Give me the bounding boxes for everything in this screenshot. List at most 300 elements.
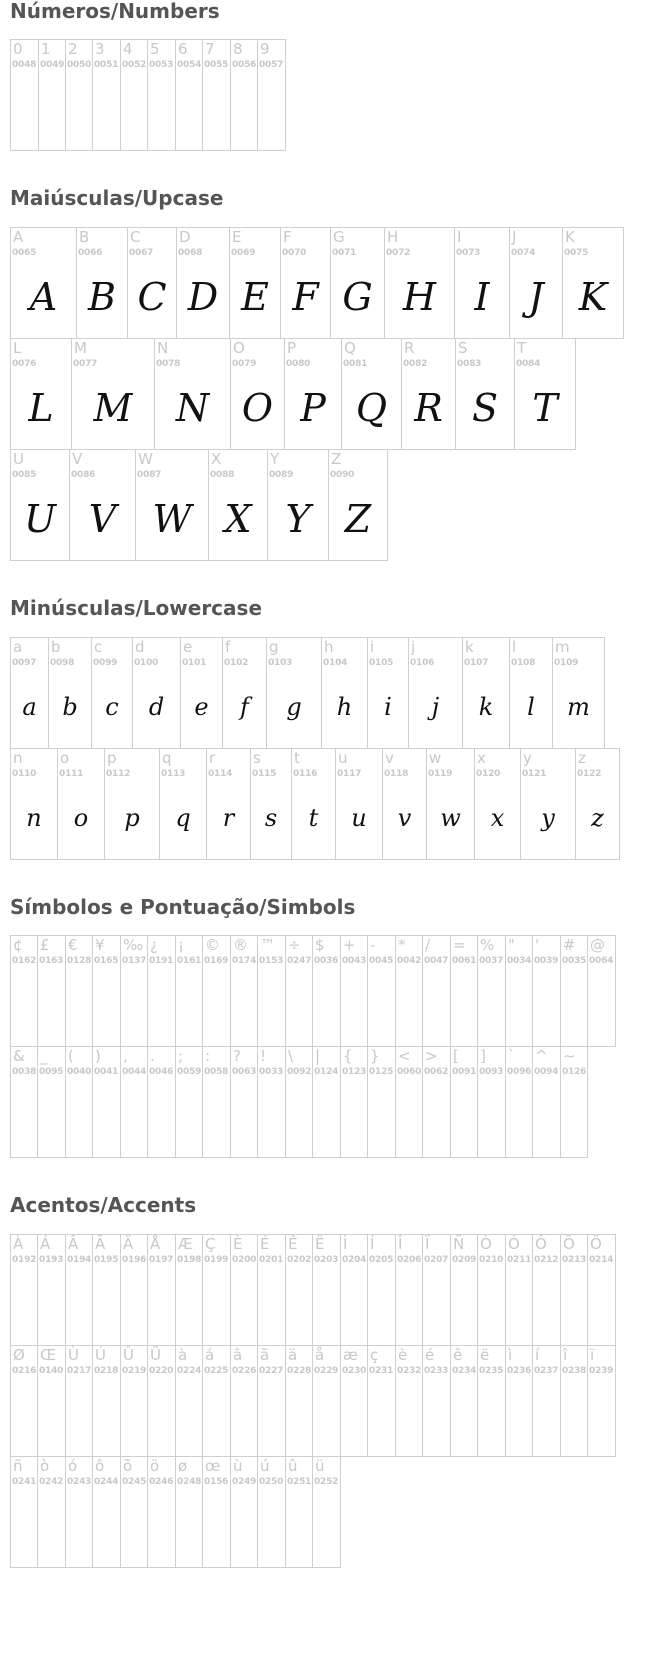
character-code: 0243 [67, 1477, 92, 1487]
glyph-cell [11, 1456, 38, 1568]
character-code: 0123 [342, 1067, 367, 1077]
glyph-cell [258, 935, 286, 1047]
character-code: 0161 [177, 956, 202, 966]
character-label: } [370, 1047, 380, 1065]
character-code: 0045 [369, 956, 394, 966]
character-code: 0247 [287, 956, 312, 966]
character-code: 0091 [452, 1067, 477, 1077]
character-label: C [130, 228, 141, 246]
character-label: ù [233, 1457, 243, 1475]
upcase-row [10, 449, 388, 561]
character-label: y [523, 749, 532, 767]
glyph-cell [396, 1046, 423, 1158]
character-label: 4 [123, 40, 133, 58]
character-label: * [398, 936, 406, 954]
glyph-cell [368, 1046, 396, 1158]
glyph-preview: K [578, 275, 608, 319]
character-code: 0153 [259, 956, 284, 966]
glyph-cell [478, 1234, 506, 1346]
glyph-cell [128, 227, 177, 339]
numbers-section-title: Números/Numbers [10, 0, 220, 23]
lowercase-row [10, 748, 620, 860]
glyph-cell [341, 1234, 368, 1346]
character-label: £ [40, 936, 50, 954]
glyph-cell [203, 1345, 231, 1457]
character-code: 0212 [534, 1255, 559, 1265]
glyph-cell [11, 1345, 38, 1457]
glyph-preview: w [440, 804, 461, 832]
character-label: M [74, 339, 87, 357]
character-code: 0053 [149, 60, 174, 70]
glyph-preview: y [541, 804, 555, 832]
character-label: â [233, 1346, 243, 1364]
glyph-cell [231, 1046, 258, 1158]
character-label: { [343, 1047, 353, 1065]
character-label: ÷ [288, 936, 301, 954]
character-code: 0196 [122, 1255, 147, 1265]
glyph-cell [563, 227, 624, 339]
character-code: 0248 [177, 1477, 202, 1487]
glyph-cell [231, 1456, 258, 1568]
character-label: I [457, 228, 462, 246]
character-label: õ [123, 1457, 133, 1475]
character-label: ^ [535, 1047, 548, 1065]
character-code: 0107 [464, 658, 489, 668]
character-label: ¥ [95, 936, 105, 954]
character-code: 0117 [337, 769, 362, 779]
character-code: 0084 [516, 359, 541, 369]
glyph-cell [231, 338, 285, 450]
character-code: 0035 [562, 956, 587, 966]
character-code: 0199 [204, 1255, 229, 1265]
character-label: 6 [178, 40, 188, 58]
glyph-cell [11, 748, 58, 860]
character-code: 0096 [507, 1067, 532, 1077]
character-label: Œ [40, 1346, 57, 1364]
character-code: 0124 [314, 1067, 339, 1077]
character-label: a [13, 638, 23, 656]
character-label: = [453, 936, 466, 954]
glyph-cell [133, 637, 181, 749]
character-label: Î [398, 1235, 403, 1253]
character-label: & [13, 1047, 25, 1065]
glyph-preview: m [567, 693, 590, 721]
character-code: 0060 [397, 1067, 422, 1077]
character-label: p [107, 749, 117, 767]
glyph-cell [396, 1345, 423, 1457]
character-label: O [233, 339, 245, 357]
glyph-cell [427, 748, 475, 860]
character-code: 0237 [534, 1366, 559, 1376]
character-code: 0111 [59, 769, 84, 779]
character-code: 0062 [424, 1067, 449, 1077]
character-code: 0239 [589, 1366, 614, 1376]
glyph-cell [38, 1345, 66, 1457]
upcase-row [10, 338, 576, 450]
character-code: 0234 [452, 1366, 477, 1376]
character-label: € [68, 936, 78, 954]
character-label: ü [315, 1457, 325, 1475]
upcase-row [10, 227, 624, 339]
character-label: ä [288, 1346, 298, 1364]
glyph-cell [342, 338, 402, 450]
glyph-cell [313, 1456, 341, 1568]
character-code: 0070 [282, 248, 307, 258]
glyph-cell [93, 1345, 121, 1457]
glyph-cell [231, 1345, 258, 1457]
character-code: 0037 [479, 956, 504, 966]
character-code: 0088 [210, 470, 235, 480]
character-label: Ü [150, 1346, 161, 1364]
character-code: 0106 [410, 658, 435, 668]
character-label: å [315, 1346, 325, 1364]
character-label: Ê [288, 1235, 298, 1253]
glyph-cell [368, 1345, 396, 1457]
character-code: 0061 [452, 956, 477, 966]
glyph-cell [456, 338, 515, 450]
symbols-section [10, 896, 355, 918]
glyph-preview: u [351, 804, 367, 832]
character-code: 0233 [424, 1366, 449, 1376]
glyph-cell [561, 935, 588, 1047]
glyph-cell [510, 637, 553, 749]
glyph-cell [336, 748, 383, 860]
character-code: 0050 [67, 60, 92, 70]
character-code: 0113 [161, 769, 186, 779]
character-label: $ [315, 936, 325, 954]
character-code: 0103 [268, 658, 293, 668]
glyph-preview: U [23, 497, 57, 541]
character-code: 0218 [94, 1366, 119, 1376]
character-label: W [138, 450, 153, 468]
character-label: Ï [425, 1235, 430, 1253]
glyph-cell [258, 1456, 286, 1568]
glyph-preview: s [264, 804, 278, 832]
character-label: 9 [260, 40, 270, 58]
character-label: " [508, 936, 515, 954]
character-code: 0174 [232, 956, 257, 966]
character-label: H [387, 228, 399, 246]
glyph-cell [49, 637, 92, 749]
character-label: X [211, 450, 222, 468]
character-code: 0044 [122, 1067, 147, 1077]
character-label: ! [260, 1047, 267, 1065]
character-label: o [60, 749, 70, 767]
character-code: 0063 [232, 1067, 257, 1077]
character-label: # [563, 936, 576, 954]
character-code: 0210 [479, 1255, 504, 1265]
character-code: 0232 [397, 1366, 422, 1376]
character-label: 2 [68, 40, 78, 58]
glyph-cell [230, 227, 281, 339]
character-code: 0118 [384, 769, 409, 779]
character-label: 0 [13, 40, 23, 58]
character-label: Ó [508, 1235, 520, 1253]
character-label: - [370, 936, 376, 954]
character-code: 0052 [122, 60, 147, 70]
character-label: ™ [260, 936, 275, 954]
character-label: É [260, 1235, 270, 1253]
character-code: 0229 [314, 1366, 339, 1376]
character-label: ó [68, 1457, 78, 1475]
lowercase-row [10, 637, 605, 749]
character-label: Q [344, 339, 356, 357]
character-label: k [465, 638, 474, 656]
character-label: G [333, 228, 345, 246]
character-label: , [123, 1047, 128, 1065]
glyph-cell [66, 935, 93, 1047]
character-label: u [338, 749, 348, 767]
glyph-cell [588, 1234, 616, 1346]
character-code: 0201 [259, 1255, 284, 1265]
glyph-cell [588, 1345, 616, 1457]
glyph-cell [576, 748, 620, 860]
character-code: 0048 [12, 60, 37, 70]
glyph-preview: v [397, 804, 412, 832]
numbers-row [10, 39, 286, 151]
glyph-preview: b [62, 693, 78, 721]
character-label: [ [453, 1047, 459, 1065]
glyph-cell [268, 449, 329, 561]
character-label: | [315, 1047, 321, 1065]
character-code: 0216 [12, 1366, 37, 1376]
character-label: K [565, 228, 575, 246]
character-code: 0085 [12, 470, 37, 480]
glyph-cell [521, 748, 576, 860]
glyph-cell [313, 1345, 341, 1457]
character-code: 0069 [231, 248, 256, 258]
glyph-cell [329, 449, 388, 561]
glyph-preview: e [194, 693, 209, 721]
upcase-section [10, 187, 223, 209]
character-code: 0204 [342, 1255, 367, 1265]
character-label: d [135, 638, 145, 656]
character-code: 0094 [534, 1067, 559, 1077]
glyph-cell [409, 637, 463, 749]
glyph-preview: V [88, 497, 117, 541]
character-label: D [179, 228, 191, 246]
glyph-cell [553, 637, 605, 749]
symbols-row [10, 935, 616, 1047]
character-code: 0057 [259, 60, 284, 70]
character-label: . [150, 1047, 155, 1065]
character-code: 0072 [386, 248, 411, 258]
character-label: S [458, 339, 468, 357]
character-code: 0099 [93, 658, 118, 668]
glyph-cell [223, 637, 267, 749]
character-label: \ [288, 1047, 294, 1065]
character-code: 0193 [39, 1255, 64, 1265]
character-label: Ñ [453, 1235, 465, 1253]
glyph-cell [105, 748, 160, 860]
character-label: _ [40, 1047, 48, 1065]
character-label: ì [508, 1346, 513, 1364]
glyph-cell [11, 1046, 38, 1158]
character-code: 0169 [204, 956, 229, 966]
glyph-cell [506, 1046, 533, 1158]
glyph-preview: W [152, 497, 192, 541]
character-code: 0249 [232, 1477, 257, 1487]
character-code: 0140 [39, 1366, 64, 1376]
glyph-cell [176, 1456, 203, 1568]
glyph-cell [313, 1046, 341, 1158]
glyph-preview: n [26, 804, 42, 832]
character-code: 0065 [12, 248, 37, 258]
glyph-cell [478, 1345, 506, 1457]
glyph-preview: F [292, 275, 319, 319]
glyph-cell [11, 1234, 38, 1346]
character-code: 0224 [177, 1366, 202, 1376]
glyph-cell [383, 748, 427, 860]
character-label: m [555, 638, 570, 656]
glyph-cell [38, 935, 66, 1047]
glyph-cell [72, 338, 155, 450]
symbols-row [10, 1046, 588, 1158]
character-label: z [578, 749, 586, 767]
glyph-cell [451, 1345, 478, 1457]
character-label: f [225, 638, 231, 656]
character-label: J [512, 228, 517, 246]
character-code: 0211 [507, 1255, 532, 1265]
character-code: 0087 [137, 470, 162, 480]
character-code: 0067 [129, 248, 154, 258]
character-code: 0250 [259, 1477, 284, 1487]
character-code: 0047 [424, 956, 449, 966]
character-code: 0119 [428, 769, 453, 779]
glyph-cell [368, 1234, 396, 1346]
glyph-cell [38, 1046, 66, 1158]
glyph-preview: P [300, 386, 326, 430]
character-label: r [209, 749, 216, 767]
glyph-cell [148, 1345, 176, 1457]
character-code: 0125 [369, 1067, 394, 1077]
character-code: 0056 [232, 60, 257, 70]
glyph-cell [281, 227, 331, 339]
glyph-cell [561, 1345, 588, 1457]
character-label: ` [508, 1047, 516, 1065]
character-label: Ä [123, 1235, 134, 1253]
glyph-preview: L [28, 386, 54, 430]
glyph-cell [286, 1456, 313, 1568]
character-label: ç [370, 1346, 379, 1364]
character-code: 0081 [343, 359, 368, 369]
character-code: 0043 [342, 956, 367, 966]
character-label: + [343, 936, 356, 954]
character-label: Á [40, 1235, 51, 1253]
character-label: ‰ [123, 936, 144, 954]
glyph-cell [121, 1345, 148, 1457]
glyph-preview: q [175, 804, 191, 832]
accents-section [10, 1194, 196, 1216]
character-label: Í [370, 1235, 375, 1253]
character-code: 0095 [39, 1067, 64, 1077]
glyph-cell [11, 39, 39, 151]
character-code: 0241 [12, 1477, 37, 1487]
character-code: 0236 [507, 1366, 532, 1376]
glyph-cell [402, 338, 456, 450]
glyph-cell [561, 1234, 588, 1346]
character-code: 0226 [232, 1366, 257, 1376]
character-label: 8 [233, 40, 243, 58]
character-label: n [13, 749, 23, 767]
glyph-preview: g [286, 693, 302, 721]
glyph-cell [258, 39, 286, 151]
character-label: ï [590, 1346, 595, 1364]
character-code: 0079 [232, 359, 257, 369]
character-label: ¢ [13, 936, 23, 954]
character-code: 0191 [149, 956, 174, 966]
character-code: 0225 [204, 1366, 229, 1376]
character-code: 0209 [452, 1255, 477, 1265]
character-code: 0235 [479, 1366, 504, 1376]
character-code: 0126 [562, 1067, 587, 1077]
glyph-cell [341, 1345, 368, 1457]
glyph-preview: B [88, 275, 116, 319]
character-code: 0219 [122, 1366, 147, 1376]
character-code: 0077 [73, 359, 98, 369]
glyph-cell [38, 1234, 66, 1346]
glyph-cell [533, 1046, 561, 1158]
character-code: 0074 [511, 248, 536, 258]
character-label: Ù [68, 1346, 79, 1364]
character-code: 0251 [287, 1477, 312, 1487]
glyph-cell [148, 1046, 176, 1158]
glyph-cell [463, 637, 510, 749]
character-label: û [288, 1457, 298, 1475]
character-code: 0042 [397, 956, 422, 966]
glyph-cell [341, 1046, 368, 1158]
glyph-cell [121, 1234, 148, 1346]
character-code: 0227 [259, 1366, 284, 1376]
character-label: A [13, 228, 24, 246]
character-label: Y [270, 450, 280, 468]
character-label: > [425, 1047, 438, 1065]
character-code: 0112 [106, 769, 131, 779]
glyph-cell [231, 1234, 258, 1346]
glyph-preview: X [224, 497, 252, 541]
glyph-cell [475, 748, 521, 860]
glyph-cell [423, 935, 451, 1047]
character-code: 0068 [178, 248, 203, 258]
glyph-preview: r [222, 804, 235, 832]
glyph-cell [258, 1046, 286, 1158]
character-label: Ã [95, 1235, 106, 1253]
glyph-cell [561, 1046, 588, 1158]
character-label: F [283, 228, 292, 246]
character-label: ¿ [150, 936, 158, 954]
character-code: 0073 [456, 248, 481, 258]
character-code: 0137 [122, 956, 147, 966]
character-label: ® [233, 936, 248, 954]
glyph-cell [121, 39, 148, 151]
glyph-preview: c [105, 693, 119, 721]
character-code: 0093 [479, 1067, 504, 1077]
glyph-cell [176, 935, 203, 1047]
character-code: 0105 [369, 658, 394, 668]
character-code: 0055 [204, 60, 229, 70]
glyph-cell [11, 227, 77, 339]
character-code: 0165 [94, 956, 119, 966]
glyph-cell [533, 1234, 561, 1346]
character-label: ë [480, 1346, 490, 1364]
character-label: R [404, 339, 415, 357]
character-label: % [480, 936, 495, 954]
character-label: î [563, 1346, 568, 1364]
character-label: Ç [205, 1235, 216, 1253]
glyph-cell [66, 39, 93, 151]
glyph-cell [176, 39, 203, 151]
character-code: 0038 [12, 1067, 37, 1077]
